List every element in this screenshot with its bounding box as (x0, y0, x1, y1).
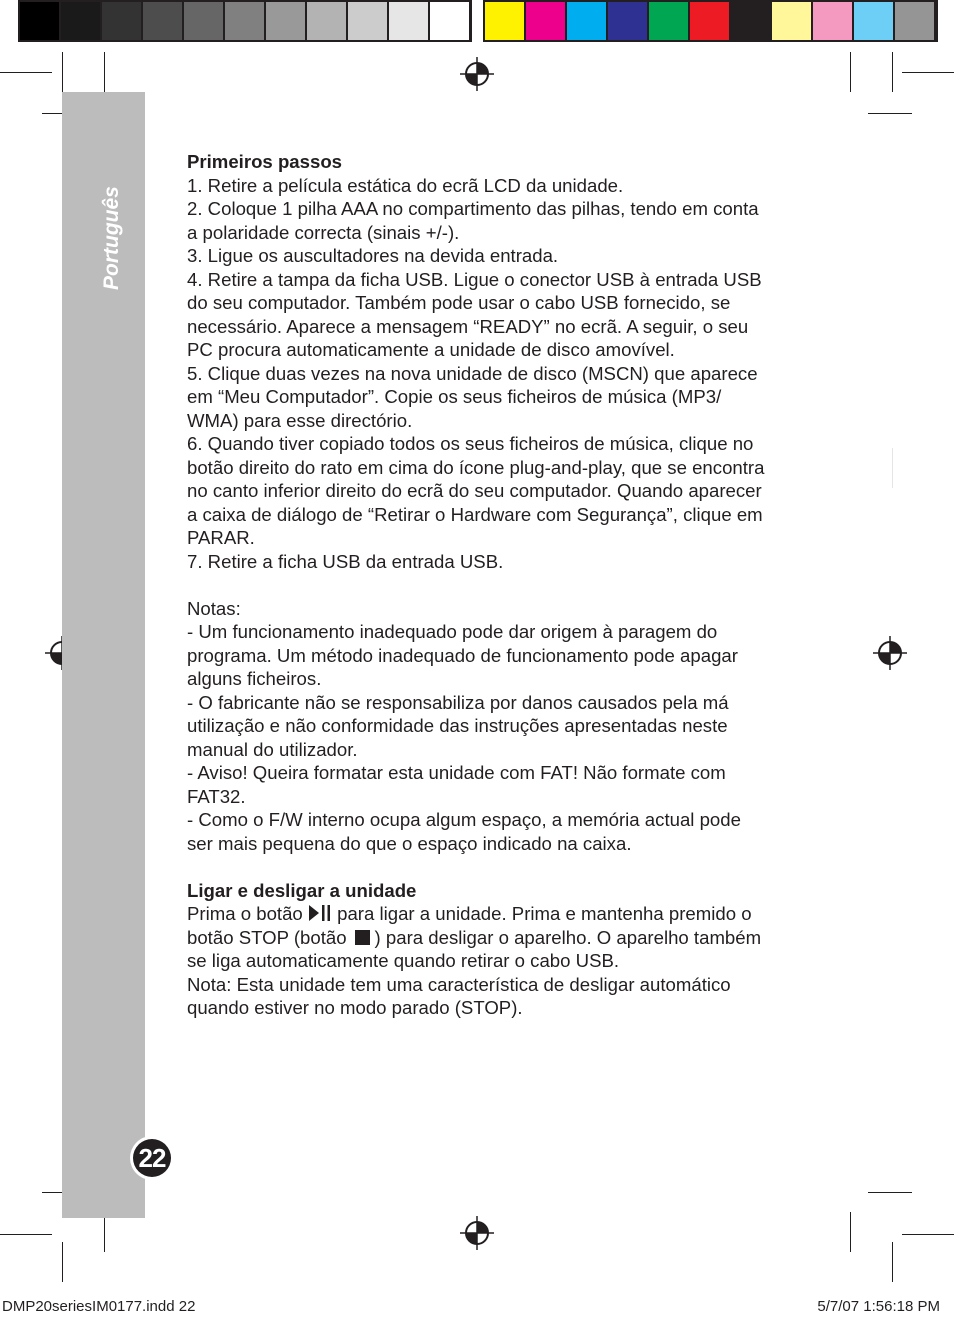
crop-mark (902, 1234, 954, 1235)
stop-icon (355, 930, 370, 945)
notes-list (187, 620, 817, 855)
crop-mark (62, 52, 63, 92)
section-heading-first-steps: Primeiros passos (187, 151, 343, 172)
text-line: - Um funcionamento inadequado pode dar origem à paragem do (187, 621, 718, 642)
color-swatch (266, 2, 305, 40)
color-swatch (854, 2, 893, 40)
color-swatch (813, 2, 852, 40)
notes-heading: Notas: (187, 597, 241, 619)
crop-mark (892, 52, 893, 92)
crop-mark (868, 1192, 912, 1193)
text-line: utilização e não conformidade das instruções apresentadas neste (187, 715, 728, 736)
color-swatch (143, 2, 182, 40)
text-line: - Como o F/W interno ocupa algum espaço, a memória actual pode (187, 809, 741, 830)
power-text: ) para desligar o aparelho. O aparelho também (374, 926, 762, 948)
fold-mark (892, 448, 893, 488)
text-line: no canto inferior direito do ecrã do seu computador. Quando aparecer (187, 480, 762, 501)
power-text: botão STOP (botão (187, 926, 347, 948)
slug-filename: DMP20seriesIM0177.indd 22 (2, 1298, 196, 1315)
text-line: em “Meu Computador”. Copie os seus ficheiros de música (MP3/ (187, 386, 722, 407)
text-line: 4. Retire a tampa da ficha USB. Ligue o conector USB à entrada USB (187, 268, 762, 290)
registration-mark-icon (873, 636, 907, 670)
text-line: 2. Coloque 1 pilha AAA no compartimento das pilhas, tendo em conta (187, 198, 759, 219)
color-swatch (895, 2, 934, 40)
color-swatch (485, 2, 524, 40)
crop-mark (892, 1242, 893, 1282)
color-swatch (731, 2, 770, 40)
color-swatch (20, 2, 59, 40)
color-swatch (430, 2, 469, 40)
color-swatch (526, 2, 565, 40)
registration-mark-icon (460, 1216, 494, 1250)
text-line: necessário. Aparece a mensagem “READY” no ecrã. A seguir, o seu (187, 315, 749, 337)
text-line: alguns ficheiros. (187, 668, 322, 689)
text-line: manual do utilizador. (187, 738, 358, 760)
registration-mark-icon (460, 57, 494, 91)
text-line: PARAR. (187, 527, 255, 548)
color-swatch (649, 2, 688, 40)
text-line: a polaridade correcta (sinais +/-). (187, 221, 460, 243)
crop-mark (902, 72, 954, 73)
slug-datetime: 5/7/07 1:56:18 PM (817, 1298, 940, 1315)
color-swatch (772, 2, 811, 40)
crop-mark (850, 1212, 851, 1252)
text-line: ser mais pequena do que o espaço indicado na caixa. (187, 832, 632, 854)
text-line: se liga automaticamente quando retirar o cabo USB. (187, 950, 620, 971)
color-swatch (690, 2, 729, 40)
text-line: a caixa de diálogo de “Retirar o Hardware com Segurança”, clique em (187, 503, 763, 525)
crop-mark (0, 1234, 52, 1235)
play-pause-icon (308, 904, 332, 922)
crop-mark (104, 1212, 105, 1252)
power-text: Prima o botão (187, 903, 303, 924)
power-notes (187, 949, 817, 1020)
color-swatch (184, 2, 223, 40)
crop-mark (868, 113, 912, 114)
text-line: quando estiver no modo parado (STOP). (187, 997, 523, 1018)
color-swatch (307, 2, 346, 40)
page-number: 22 (133, 1139, 171, 1177)
text-line: WMA) para esse directório. (187, 409, 413, 431)
color-swatch (348, 2, 387, 40)
grayscale-color-bar (18, 0, 472, 42)
text-line: 6. Quando tiver copiado todos os seus ficheiros de música, clique no (187, 433, 754, 454)
color-swatch (102, 2, 141, 40)
page-number-badge (130, 1136, 174, 1180)
crop-mark (0, 72, 52, 73)
color-swatch (225, 2, 264, 40)
first-steps-list (187, 174, 817, 574)
text-line: 3. Ligue os auscultadores na devida entrada. (187, 245, 559, 266)
text-line: 1. Retire a película estática do ecrã LCD da unidade. (187, 174, 624, 196)
text-line: 7. Retire a ficha USB da entrada USB. (187, 550, 504, 572)
text-line: programa. Um método inadequado de funcionamento pode apagar (187, 644, 738, 666)
language-label: Português (100, 186, 123, 290)
power-line (187, 902, 817, 926)
power-line (187, 926, 817, 950)
text-line: Nota: Esta unidade tem uma característica de desligar automático (187, 973, 731, 995)
text-line: - Aviso! Queira formatar esta unidade com FAT! Não formate com (187, 762, 726, 783)
text-line: - O fabricante não se responsabiliza por danos causados pela má (187, 691, 729, 713)
section-heading-power: Ligar e desligar a unidade (187, 879, 417, 901)
process-color-bar (483, 0, 938, 42)
crop-mark (104, 52, 105, 92)
power-text: para ligar a unidade. Prima e mantenha premido o (337, 903, 752, 924)
color-swatch (608, 2, 647, 40)
text-line: do seu computador. Também pode usar o cabo USB fornecido, se (187, 292, 731, 313)
crop-mark (850, 52, 851, 92)
color-swatch (567, 2, 606, 40)
manual-content (187, 150, 817, 1020)
crop-mark (62, 1242, 63, 1282)
color-swatch (61, 2, 100, 40)
text-line: FAT32. (187, 785, 246, 807)
text-line: PC procura automaticamente a unidade de disco amovível. (187, 339, 675, 360)
color-swatch (389, 2, 428, 40)
text-line: 5. Clique duas vezes na nova unidade de disco (MSCN) que aparece (187, 362, 758, 384)
text-line: botão direito do rato em cima do ícone plug-and-play, que se encontra (187, 456, 765, 478)
